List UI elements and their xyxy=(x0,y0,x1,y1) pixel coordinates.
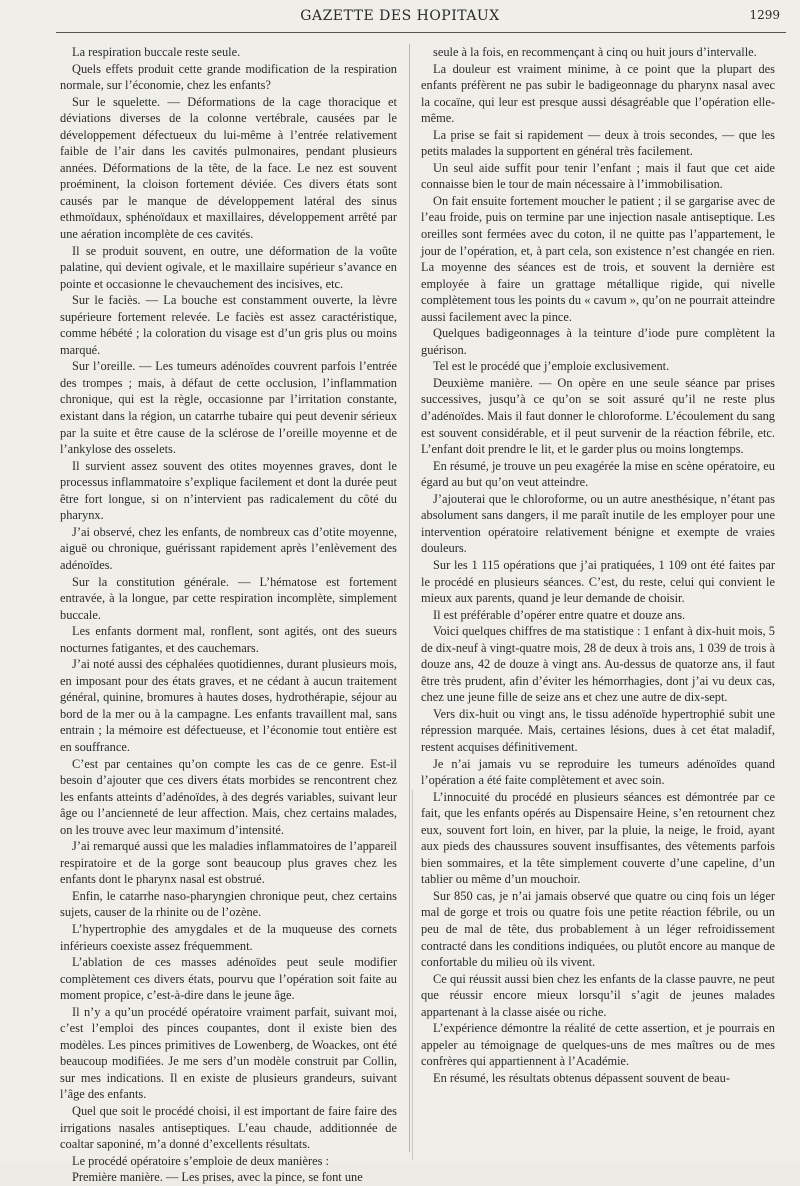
paragraph: Première manière. — Les prises, avec la pince, se font une xyxy=(72,1170,363,1185)
page-number: 1299 xyxy=(749,8,780,22)
header-rule xyxy=(56,32,786,33)
paragraph: Vers dix-huit ou vingt ans, le tissu adénoïde hypertrophié subit une répression marquée. Mais, certaines lésions, dues à cet état maladif, restent acquises définitivement. xyxy=(421,706,775,754)
paragraph: Sur le faciès. — La bouche est constamment ouverte, la lèvre supérieure fortement relevée. Le faciès est assez caractéristique, comme hébété ; la coloration du visage est d’un gris plus ou moins marqué. xyxy=(60,293,397,357)
paragraph: Sur les 1 115 opérations que j’ai pratiquées, 1 109 ont été faites par le procédé en plusieurs séances. C’est, du reste, celui qui convient le mieux aux parents, quand je leur demande de choisir. xyxy=(421,557,775,606)
paragraph: Quelques badigeonnages à la teinture d’iode pure complètent la guérison. xyxy=(421,326,775,357)
paragraph: Les enfants dorment mal, ronflent, sont agités, ont des sueurs nocturnes fatigantes, et des cauchemars. xyxy=(60,624,397,655)
paragraph: J’ajouterai que le chloroforme, ou un autre anesthésique, n’étant pas absolument sans dangers, il me paraît inutile de les employer pour une intervention opératoire relativement bénigne et exempte de vraies douleurs. xyxy=(421,491,775,556)
paragraph: Enfin, le catarrhe naso-pharyngien chronique peut, chez certains sujets, causer de la rhinite ou de l’ozène. xyxy=(60,888,397,920)
paragraph: Il n’y a qu’un procédé opératoire vraiment parfait, suivant moi, c’est l’emploi des pinces coupantes, dont il existe bien des modèles. Les pinces primitives de Lowenberg, de Woackes, ont été beaucoup modifiées. Je me sers d’un modèle construit par Collin, sur mes indications. Il en existe de plusieurs grandeurs, suivant l’âge des enfants. xyxy=(60,1004,397,1102)
paragraph: Voici quelques chiffres de ma statistique : 1 enfant à dix-huit mois, 5 de dix-neuf à vingt-quatre mois, 28 de deux à trois ans, 1 039 de trois à douze ans, 42 de douze à vingt ans. Au-dessus de quatorze ans, il faut être très prudent, afin d’éviter les hémorrhagies, dont j’ai vu deux cas, chez une jeune fille de seize ans et chez une autre de dix-sept. xyxy=(421,624,775,705)
paragraph: Quels effets produit cette grande modification de la respiration normale, sur l’économie, chez les enfants? xyxy=(60,61,397,93)
paragraph: Sur la constitution générale. — L’hématose est fortement entravée, à la longue, par cette respiration incomplète, simplement buccale. xyxy=(60,574,397,622)
paragraph: Il se produit souvent, en outre, une déformation de la voûte palatine, qui devient ogivale, et le maxillaire supérieur s’avance en pointe et occasionne le chevauchement des incisives, etc. xyxy=(60,243,397,291)
paragraph: Sur le squelette. — Déformations de la cage thoracique et déviations diverses de la colonne vertébrale, causées par le développement défectueux du lui-même à l’entrée relativement faible de l’air dans les cavités pulmonaires, pendant plusieurs années. Déformations de la tête, de la face. Le nez est souvent proéminent, la cloison fortement déviée. Ces divers états sont causés par le manque de développement latéral des sinus ethmoïdaux, sphénoïdaux et maxillaires, développement arrêté par une aération incomplète de ces cavités. xyxy=(60,94,397,242)
paragraph: L’hypertrophie des amygdales et de la muqueuse des cornets inférieurs coexiste assez fréquemment. xyxy=(60,921,397,953)
paragraph: En résumé, je trouve un peu exagérée la mise en scène opératoire, eu égard au but qu’on veut atteindre. xyxy=(421,458,775,490)
paragraph: En résumé, les résultats obtenus dépassent souvent de beau- xyxy=(433,1070,730,1085)
paragraph: J’ai remarqué aussi que les maladies inflammatoires de l’appareil respiratoire et de la gorge sont beaucoup plus graves chez les enfants dont le pharynx nasal est obstrué. xyxy=(60,839,397,887)
paragraph: Il survient assez souvent des otites moyennes graves, dont le processus inflammatoire s’explique facilement et dont la durée peut être fort longue, si on n’intervient pas radicalement du côté du pharynx. xyxy=(60,458,397,523)
paragraph: La respiration buccale reste seule. xyxy=(72,45,241,59)
paragraph: L’innocuité du procédé en plusieurs séances est démontrée par ce fait, que les enfants opérés au Dispensaire Heine, s’en retournent chez eux, souvent fort loin, en hiver, par la pluie, la neige, le froid, ayant aux pieds des chaussures souvent insuffisantes, des vêtements parfois bien sommaires, et la tête simplement couverte d’une capeline, d’un tablier ou même d’un mouchoir. xyxy=(421,789,775,887)
paragraph: J’ai observé, chez les enfants, de nombreux cas d’otite moyenne, aiguë ou chronique, guérissant rapidement après l’enlèvement des adénoïdes. xyxy=(60,524,397,572)
paragraph: Le procédé opératoire s’emploie de deux manières : xyxy=(72,1153,329,1168)
paragraph: La douleur est vraiment minime, à ce point que la plupart des enfants préfèrent ne pas subir le badigeonnage du pharynx nasal avec la cocaïne, qui leur est presque aussi désagréable que l’opération elle-même. xyxy=(421,61,775,126)
paragraph: Ce qui réussit aussi bien chez les enfants de la classe pauvre, ne peut que réussir encore mieux lorsqu’il s’agit de jeunes malades appartenant à la classe aisée ou riche. xyxy=(421,971,775,1019)
binding-edge-line xyxy=(412,790,413,1160)
journal-title: GAZETTE DES HOPITAUX xyxy=(300,8,500,24)
left-column xyxy=(60,44,397,1186)
paragraph: J’ai noté aussi des céphalées quotidiennes, durant plusieurs mois, en imposant pour des états graves, et ne cédant à aucun traitement général, quinine, bromures à hautes doses, hydrothérapie, séjour au bord de la mer ou à la campagne. Les enfants travaillent mal, sans entrain ; la mémoire est défectueuse, et l’économie tout entière est en souffrance. xyxy=(60,657,397,754)
paragraph: On fait ensuite fortement moucher le patient ; il se gargarise avec de l’eau froide, puis on termine par une injection nasale antiseptique. Les oreilles sont fermées avec du coton, il ne quitte pas l’appartement, le jour de l’opération, et, à part cela, son existence n’est changée en rien. La moyenne des séances est de trois, et souvent la dernière est employée à faire un grattage métallique rigide, qui nivelle complètement tous les points du « cavum », qu’on ne pourrait atteindre aussi facilement avec la pince. xyxy=(421,193,775,324)
paragraph: C’est par centaines qu’on compte les cas de ce genre. Est-il besoin d’ajouter que ces divers états morbides se rencontrent chez les enfants atteints d’adénoïdes, à des degrés variables, suivant leur âge ou l’ancienneté de leur affection. Mais, chez certains malades, on les trouve avec leur maximum d’intensité. xyxy=(60,756,397,837)
paragraph: Deuxième manière. — On opère en une seule séance par prises successives, jusqu’à ce qu’on se soit assuré qu’il ne reste plus d’adénoïdes. Mais il faut donner le chloroforme. L’écoulement du sang est souvent considérable, et il peut survenir de la réaction fébrile, etc. L’enfant doit prendre le lit, et le garder plus ou moins longtemps. xyxy=(421,375,775,457)
page-header xyxy=(0,4,800,32)
right-column xyxy=(421,44,775,1086)
paragraph: Il est préférable d’opérer entre quatre et douze ans. xyxy=(433,607,686,622)
paragraph: La prise se fait si rapidement — deux à trois secondes, — que les petits malades la supportent en général très facilement. xyxy=(421,127,775,159)
paragraph: Quel que soit le procédé choisi, il est important de faire faire des irrigations nasales antiseptiques. L’eau chaude, additionnée de coaltar saponiné, m’a donné d’excellents résultats. xyxy=(60,1104,397,1152)
paragraph: Sur l’oreille. — Les tumeurs adénoïdes couvrent parfois l’entrée des trompes ; mais, à défaut de cette occlusion, l’inflammation chronique, qui est la règle, occasionne par l’irritation constante, existant dans la région, un catarrhe tubaire qui peut devenir sérieux par la suite et être cause de la sclérose de l’oreille moyenne et de l’ankylose des osselets. xyxy=(60,359,397,457)
paragraph: Je n’ai jamais vu se reproduire les tumeurs adénoïdes quand l’opération a été faite complètement et avec soin. xyxy=(421,756,775,788)
column-divider xyxy=(409,44,410,1152)
paragraph: L’expérience démontre la réalité de cette assertion, et je pourrais en appeler au témoignage de quelques-uns de mes maîtres ou de mes confrères qui appartiennent à l’Académie. xyxy=(421,1021,775,1069)
paragraph: Tel est le procédé que j’emploie exclusivement. xyxy=(433,359,670,374)
paragraph: L’ablation de ces masses adénoïdes peut seule modifier complètement ces divers états, pourvu que l’opération soit faite au moment propice, c’est-à-dire dans le jeune âge. xyxy=(60,955,397,1003)
paragraph: seule à la fois, en recommençant à cinq ou huit jours d’intervalle. xyxy=(433,45,757,59)
paragraph: Sur 850 cas, je n’ai jamais observé que quatre ou cinq fois un léger mal de gorge et trois ou quatre fois une petite réaction fébrile, ou un peu de mal de tête, dus probablement à un léger refroidissement contracté dans les conditions indiquées, ou plutôt encore au manque de confortable du milieu où ils vivent. xyxy=(421,888,775,970)
paragraph: Un seul aide suffit pour tenir l’enfant ; mais il faut que cet aide connaisse bien le tour de main nécessaire à l’immobilisation. xyxy=(421,160,775,192)
